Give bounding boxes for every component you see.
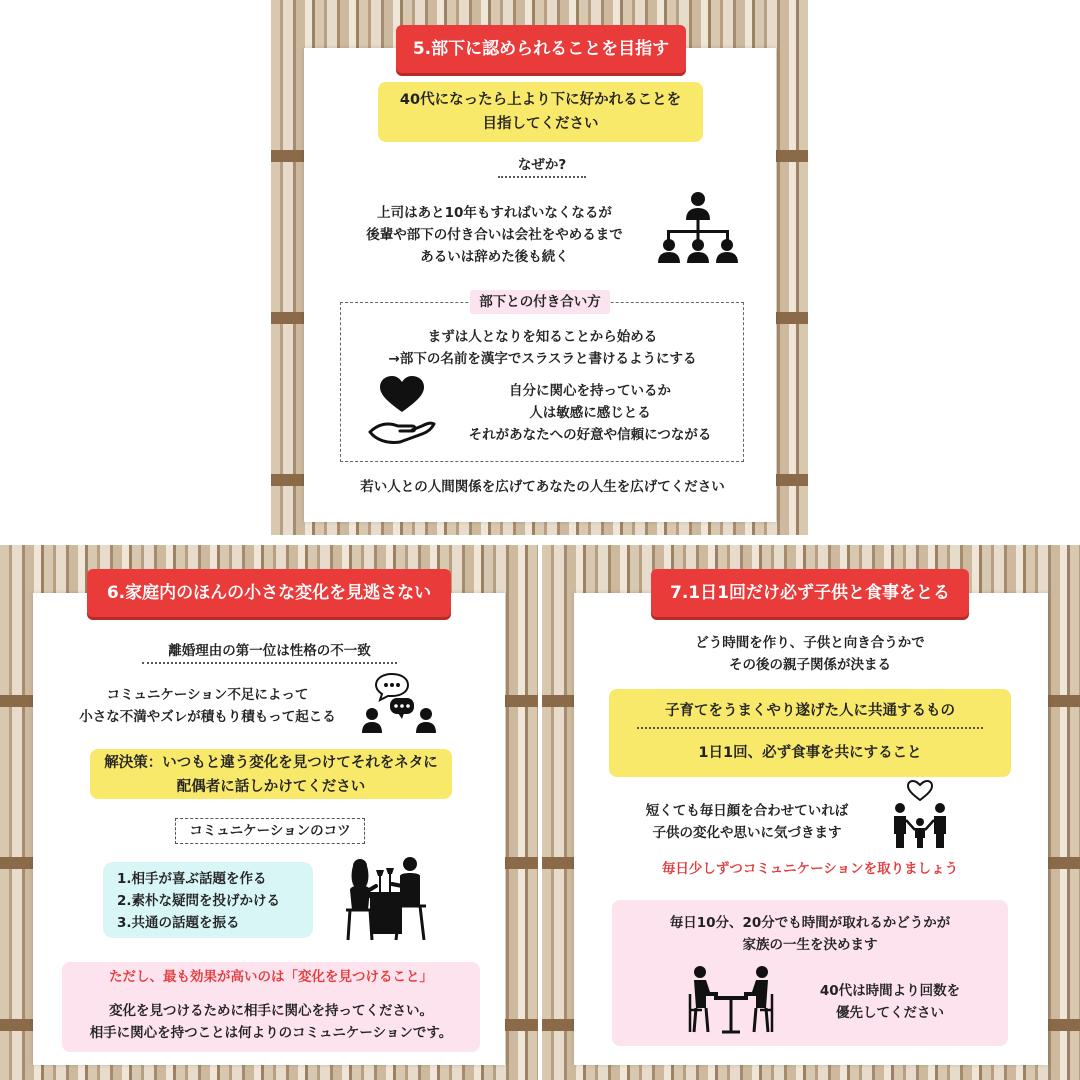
heart-line-1: 自分に関心を持っているか xyxy=(509,383,671,399)
heart-hand-icon xyxy=(366,374,438,448)
tip-3: 3.共通の話題を振る xyxy=(117,915,240,931)
panel-6-subtitle: 離婚理由の第一位は性格の不一致 xyxy=(142,640,397,664)
tip-1: 1.相手が喜ぶ話題を作る xyxy=(117,871,267,887)
panel-5-heart-text xyxy=(440,380,740,446)
two-people-table-icon xyxy=(688,964,774,1034)
panel-7-yellow-box xyxy=(609,689,1011,777)
panel-7-family-text xyxy=(612,800,882,844)
panel-7-pink-text xyxy=(612,912,1008,956)
panel-6-solution-box xyxy=(90,749,452,799)
box-line-2: →部下の名前を漢字でスラスラと書けるようにする xyxy=(388,351,697,367)
pink-line-1: 毎日10分、20分でも時間が取れるかどうかが xyxy=(669,915,951,931)
dinner-couple-icon xyxy=(336,856,436,944)
org-chart-icon xyxy=(655,190,741,264)
panel-6-tips-label: コミュニケーションのコツ xyxy=(175,818,365,844)
solution-line-2: 配偶者に話しかけてください xyxy=(176,779,366,795)
panel-6-note-red: ただし、最も効果が高いのは「変化を見つけること」 xyxy=(109,969,433,985)
pink-line-2: 家族の一生を決めます xyxy=(742,937,878,953)
panel-6-title: 6.家庭内のほんの小さな変化を見逃さない xyxy=(87,569,451,617)
box-line-1: まずは人となりを知ることから始める xyxy=(427,329,658,345)
note-line-1: 変化を見つけるために相手に関心を持ってください。 xyxy=(109,1003,433,1019)
cause-line-2: 小さな不満やズレが積もり積もって起こる xyxy=(79,709,336,725)
intro-line-1: どう時間を作り、子供と向き合うかで xyxy=(695,635,925,651)
panel-5-title: 5.部下に認められることを目指す xyxy=(396,25,686,73)
tip-2: 2.素朴な疑問を投げかける xyxy=(117,893,281,909)
intro-line-2: その後の親子関係が決まる xyxy=(729,657,891,673)
cause-line-1: コミュニケーション不足によって xyxy=(106,687,309,703)
panel-5-box-label: 部下との付き合い方 xyxy=(470,290,610,314)
family-line-2: 子供の変化や思いに気づきます xyxy=(652,825,842,841)
highlight-line-1: 40代になったら上より下に好かれることを xyxy=(399,92,682,108)
panel-7-red-line: 毎日少しずつコミュニケーションを取りましょう xyxy=(661,861,959,877)
panel-7-title: 7.1日1回だけ必ず子供と食事をとる xyxy=(651,569,969,617)
panel-6-tips-box xyxy=(103,862,313,938)
solution-line-1: 解決策：いつもと違う変化を見つけてそれをネタに xyxy=(104,755,438,771)
panel-5-reason xyxy=(342,202,647,268)
chat-people-icon xyxy=(360,672,440,734)
reason-line-2: 後輩や部下の付き合いは会社をやめるまで xyxy=(366,227,623,243)
heart-line-2: 人は敏感に感じとる xyxy=(529,405,651,421)
panel-6-cause xyxy=(55,684,360,728)
yellow-body: 1日1回、必ず食事を共にすること xyxy=(698,745,922,761)
reason-line-3: あるいは辞めた後も続く xyxy=(420,249,569,265)
family-heart-icon xyxy=(888,780,952,850)
panel-5-box-text xyxy=(345,326,740,370)
pink-side-line-1: 40代は時間より回数を xyxy=(819,983,961,999)
panel-7-intro xyxy=(610,632,1010,676)
panel-5-closing: 若い人との人間関係を広げてあなたの人生を広げてください xyxy=(360,479,725,495)
panel-7-pink-side xyxy=(790,980,990,1024)
panel-6-note xyxy=(62,1000,480,1044)
family-line-1: 短くても毎日顔を合わせていれば xyxy=(645,803,849,819)
highlight-line-2: 目指してください xyxy=(482,116,599,132)
pink-side-line-2: 優先してください xyxy=(836,1005,944,1021)
yellow-head: 子育てをうまくやり遂げた人に共通するもの xyxy=(637,701,983,729)
reason-line-1: 上司はあと10年もすればいなくなるが xyxy=(377,205,612,221)
panel-5-why: なぜか? xyxy=(498,154,586,178)
heart-line-3: それがあなたへの好意や信頼につながる xyxy=(468,427,712,443)
note-line-2: 相手に関心を持つことは何よりのコミュニケーションです。 xyxy=(89,1025,453,1041)
panel-5-highlight-box xyxy=(378,82,703,142)
